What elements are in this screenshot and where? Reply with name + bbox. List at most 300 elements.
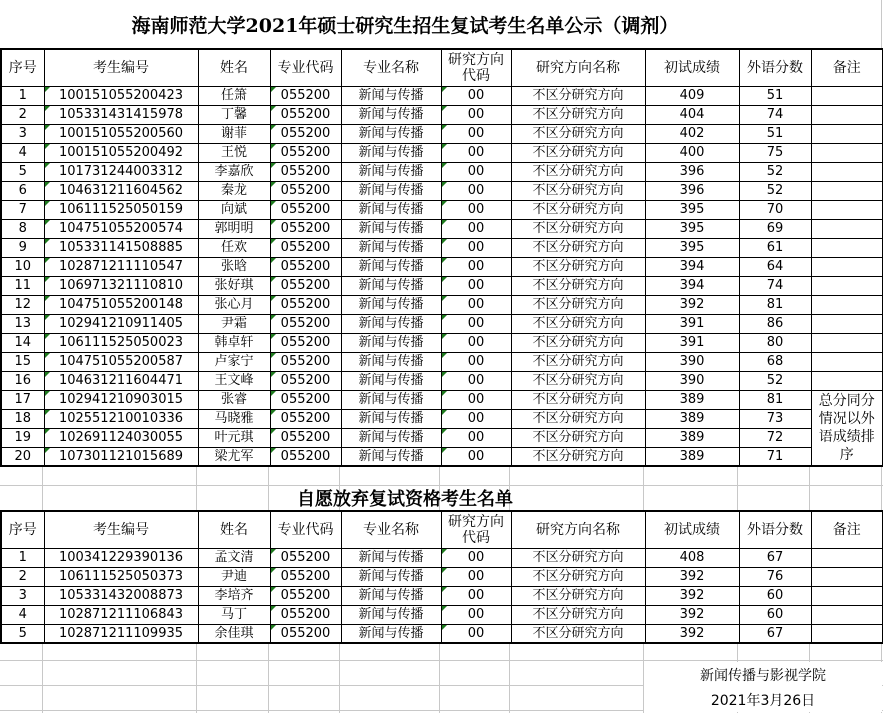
cell-direction-name: 不区分研究方向 <box>511 143 645 162</box>
cell-major-name: 新闻与传播 <box>341 105 441 124</box>
cell-name: 任欢 <box>198 238 270 257</box>
table-row <box>1 181 883 200</box>
header-direction-code-line1: 研究方向 <box>448 51 504 68</box>
cell-exam-id: 106971321110810 <box>44 276 198 295</box>
cell-seq: 5 <box>1 624 44 643</box>
cell-foreign-score: 76 <box>739 567 811 586</box>
cell-seq: 11 <box>1 276 44 295</box>
header-direction-code-line1: 研究方向 <box>448 513 504 530</box>
cell-exam-id: 106111525050023 <box>44 333 198 352</box>
cell-prelim-score: 391 <box>645 314 739 333</box>
cell-name: 李嘉欣 <box>198 162 270 181</box>
table-header-row <box>1 511 883 548</box>
cell-name: 谢菲 <box>198 124 270 143</box>
cell-major-code: 055200 <box>270 605 341 624</box>
cell-remark <box>811 200 883 219</box>
cell-foreign-score: 69 <box>739 219 811 238</box>
cell-major-name: 新闻与传播 <box>341 567 441 586</box>
cell-remark <box>811 124 883 143</box>
cell-direction-name: 不区分研究方向 <box>511 219 645 238</box>
cell-direction-name: 不区分研究方向 <box>511 447 645 466</box>
cell-direction-name: 不区分研究方向 <box>511 86 645 105</box>
cell-prelim-score: 394 <box>645 276 739 295</box>
cell-prelim-score: 389 <box>645 409 739 428</box>
cell-exam-id: 102691124030055 <box>44 428 198 447</box>
cell-prelim-score: 402 <box>645 124 739 143</box>
cell-direction-name: 不区分研究方向 <box>511 105 645 124</box>
cell-direction-code: 00 <box>441 257 511 276</box>
cell-direction-name: 不区分研究方向 <box>511 200 645 219</box>
cell-foreign-score: 72 <box>739 428 811 447</box>
cell-prelim-score: 392 <box>645 586 739 605</box>
cell-major-name: 新闻与传播 <box>341 86 441 105</box>
cell-seq: 19 <box>1 428 44 447</box>
cell-foreign-score: 73 <box>739 409 811 428</box>
cell-prelim-score: 395 <box>645 200 739 219</box>
cell-name: 张心月 <box>198 295 270 314</box>
cell-exam-id: 104751055200587 <box>44 352 198 371</box>
cell-remark <box>811 548 883 567</box>
cell-direction-code: 00 <box>441 143 511 162</box>
cell-seq: 10 <box>1 257 44 276</box>
cell-remark <box>811 333 883 352</box>
cell-foreign-score: 67 <box>739 548 811 567</box>
cell-major-name: 新闻与传播 <box>341 447 441 466</box>
header-prelim-score: 初试成绩 <box>645 49 739 86</box>
cell-prelim-score: 396 <box>645 181 739 200</box>
cell-name: 梁尤军 <box>198 447 270 466</box>
cell-foreign-score: 52 <box>739 371 811 390</box>
cell-direction-code: 00 <box>441 409 511 428</box>
cell-exam-id: 102941210911405 <box>44 314 198 333</box>
cell-prelim-score: 394 <box>645 257 739 276</box>
cell-foreign-score: 74 <box>739 105 811 124</box>
cell-prelim-score: 392 <box>645 624 739 643</box>
cell-foreign-score: 68 <box>739 352 811 371</box>
cell-major-name: 新闻与传播 <box>341 586 441 605</box>
cell-exam-id: 102871211110547 <box>44 257 198 276</box>
cell-direction-name: 不区分研究方向 <box>511 624 645 643</box>
withdrawn-candidate-table <box>0 510 883 644</box>
cell-seq: 2 <box>1 567 44 586</box>
cell-major-code: 055200 <box>270 162 341 181</box>
cell-foreign-score: 60 <box>739 605 811 624</box>
cell-exam-id: 100151055200560 <box>44 124 198 143</box>
cell-name: 尹迪 <box>198 567 270 586</box>
cell-major-name: 新闻与传播 <box>341 624 441 643</box>
table-row <box>1 624 883 643</box>
cell-major-code: 055200 <box>270 276 341 295</box>
cell-direction-code: 00 <box>441 181 511 200</box>
cell-major-name: 新闻与传播 <box>341 200 441 219</box>
cell-major-code: 055200 <box>270 548 341 567</box>
cell-seq: 20 <box>1 447 44 466</box>
cell-name: 马晓雅 <box>198 409 270 428</box>
cell-name: 张晗 <box>198 257 270 276</box>
cell-foreign-score: 75 <box>739 143 811 162</box>
table-row <box>1 162 883 181</box>
cell-name: 王悦 <box>198 143 270 162</box>
cell-major-name: 新闻与传播 <box>341 605 441 624</box>
cell-direction-code: 00 <box>441 105 511 124</box>
cell-foreign-score: 74 <box>739 276 811 295</box>
cell-direction-name: 不区分研究方向 <box>511 548 645 567</box>
cell-prelim-score: 389 <box>645 447 739 466</box>
cell-prelim-score: 404 <box>645 105 739 124</box>
cell-direction-code: 00 <box>441 567 511 586</box>
table-row <box>1 567 883 586</box>
cell-prelim-score: 390 <box>645 352 739 371</box>
cell-seq: 17 <box>1 390 44 409</box>
cell-foreign-score: 52 <box>739 162 811 181</box>
cell-direction-name: 不区分研究方向 <box>511 567 645 586</box>
cell-major-code: 055200 <box>270 428 341 447</box>
cell-exam-id: 102941210903015 <box>44 390 198 409</box>
cell-major-name: 新闻与传播 <box>341 548 441 567</box>
cell-foreign-score: 67 <box>739 624 811 643</box>
cell-major-code: 055200 <box>270 567 341 586</box>
header-major-code: 专业代码 <box>270 511 341 548</box>
cell-major-code: 055200 <box>270 586 341 605</box>
cell-prelim-score: 391 <box>645 333 739 352</box>
cell-remark <box>811 162 883 181</box>
cell-remark <box>811 371 883 390</box>
table-row <box>1 447 883 466</box>
cell-exam-id: 102871211109935 <box>44 624 198 643</box>
cell-major-name: 新闻与传播 <box>341 314 441 333</box>
cell-foreign-score: 61 <box>739 238 811 257</box>
header-exam-id: 考生编号 <box>44 49 198 86</box>
cell-major-name: 新闻与传播 <box>341 143 441 162</box>
cell-direction-name: 不区分研究方向 <box>511 257 645 276</box>
cell-major-name: 新闻与传播 <box>341 371 441 390</box>
table-row <box>1 428 883 447</box>
cell-remark <box>811 586 883 605</box>
cell-direction-name: 不区分研究方向 <box>511 124 645 143</box>
cell-direction-name: 不区分研究方向 <box>511 371 645 390</box>
cell-major-name: 新闻与传播 <box>341 162 441 181</box>
cell-direction-name: 不区分研究方向 <box>511 162 645 181</box>
cell-prelim-score: 392 <box>645 295 739 314</box>
cell-major-code: 055200 <box>270 409 341 428</box>
cell-direction-code: 00 <box>441 548 511 567</box>
cell-direction-code: 00 <box>441 86 511 105</box>
cell-exam-id: 101731244003312 <box>44 162 198 181</box>
cell-major-name: 新闻与传播 <box>341 295 441 314</box>
cell-exam-id: 105331431415978 <box>44 105 198 124</box>
table-row <box>1 257 883 276</box>
table-row <box>1 390 883 409</box>
cell-foreign-score: 70 <box>739 200 811 219</box>
cell-direction-name: 不区分研究方向 <box>511 605 645 624</box>
cell-direction-name: 不区分研究方向 <box>511 238 645 257</box>
cell-seq: 6 <box>1 181 44 200</box>
cell-major-name: 新闻与传播 <box>341 409 441 428</box>
header-direction-code <box>441 511 511 548</box>
header-remark: 备注 <box>811 49 883 86</box>
cell-major-code: 055200 <box>270 295 341 314</box>
cell-major-code: 055200 <box>270 371 341 390</box>
cell-foreign-score: 60 <box>739 586 811 605</box>
cell-remark <box>811 219 883 238</box>
cell-direction-name: 不区分研究方向 <box>511 390 645 409</box>
cell-foreign-score: 64 <box>739 257 811 276</box>
college-name: 新闻传播与影视学院 <box>644 662 882 687</box>
cell-major-name: 新闻与传播 <box>341 390 441 409</box>
cell-seq: 9 <box>1 238 44 257</box>
header-seq: 序号 <box>1 49 44 86</box>
cell-major-name: 新闻与传播 <box>341 257 441 276</box>
cell-direction-code: 00 <box>441 447 511 466</box>
cell-seq: 16 <box>1 371 44 390</box>
cell-foreign-score: 71 <box>739 447 811 466</box>
header-direction-code-line2: 代码 <box>462 529 490 546</box>
cell-remark <box>811 567 883 586</box>
withdrawn-section-title: 自愿放弃复试资格考生名单 <box>297 488 513 510</box>
cell-prelim-score: 392 <box>645 567 739 586</box>
cell-exam-id: 100151055200423 <box>44 86 198 105</box>
header-major-name: 专业名称 <box>341 49 441 86</box>
cell-foreign-score: 80 <box>739 333 811 352</box>
cell-seq: 15 <box>1 352 44 371</box>
cell-remark <box>811 314 883 333</box>
cell-exam-id: 104631211604471 <box>44 371 198 390</box>
table-row <box>1 295 883 314</box>
main-candidate-table <box>0 48 883 467</box>
table-row <box>1 548 883 567</box>
cell-direction-code: 00 <box>441 314 511 333</box>
cell-exam-id: 106111525050159 <box>44 200 198 219</box>
header-direction-code-line2: 代码 <box>462 67 490 84</box>
cell-direction-name: 不区分研究方向 <box>511 314 645 333</box>
cell-exam-id: 105331432008873 <box>44 586 198 605</box>
cell-exam-id: 100341229390136 <box>44 548 198 567</box>
cell-exam-id: 105331141508885 <box>44 238 198 257</box>
table-row <box>1 586 883 605</box>
cell-exam-id: 104631211604562 <box>44 181 198 200</box>
cell-direction-name: 不区分研究方向 <box>511 352 645 371</box>
cell-direction-code: 00 <box>441 162 511 181</box>
cell-prelim-score: 392 <box>645 605 739 624</box>
cell-name: 任箫 <box>198 86 270 105</box>
header-name: 姓名 <box>198 511 270 548</box>
cell-foreign-score: 81 <box>739 295 811 314</box>
cell-major-name: 新闻与传播 <box>341 181 441 200</box>
cell-direction-name: 不区分研究方向 <box>511 181 645 200</box>
cell-foreign-score: 52 <box>739 181 811 200</box>
cell-seq: 3 <box>1 586 44 605</box>
cell-seq: 5 <box>1 162 44 181</box>
cell-exam-id: 104751055200574 <box>44 219 198 238</box>
table-row <box>1 200 883 219</box>
cell-major-code: 055200 <box>270 200 341 219</box>
cell-remark <box>811 605 883 624</box>
cell-direction-code: 00 <box>441 428 511 447</box>
cell-name: 郭明明 <box>198 219 270 238</box>
cell-major-code: 055200 <box>270 238 341 257</box>
cell-major-code: 055200 <box>270 352 341 371</box>
cell-name: 叶元琪 <box>198 428 270 447</box>
cell-exam-id: 104751055200148 <box>44 295 198 314</box>
cell-direction-code: 00 <box>441 605 511 624</box>
cell-seq: 14 <box>1 333 44 352</box>
cell-name: 尹霜 <box>198 314 270 333</box>
cell-direction-code: 00 <box>441 219 511 238</box>
cell-major-code: 055200 <box>270 124 341 143</box>
cell-remark <box>811 105 883 124</box>
cell-major-name: 新闻与传播 <box>341 333 441 352</box>
cell-direction-code: 00 <box>441 624 511 643</box>
cell-seq: 12 <box>1 295 44 314</box>
table-row <box>1 143 883 162</box>
cell-major-code: 055200 <box>270 390 341 409</box>
cell-foreign-score: 51 <box>739 124 811 143</box>
cell-seq: 1 <box>1 548 44 567</box>
cell-name: 余佳琪 <box>198 624 270 643</box>
cell-seq: 13 <box>1 314 44 333</box>
cell-name: 张好琪 <box>198 276 270 295</box>
cell-remark <box>811 624 883 643</box>
cell-exam-id: 100151055200492 <box>44 143 198 162</box>
header-prelim-score: 初试成绩 <box>645 511 739 548</box>
table-row <box>1 371 883 390</box>
header-seq: 序号 <box>1 511 44 548</box>
cell-exam-id: 102551210010336 <box>44 409 198 428</box>
cell-remark <box>811 86 883 105</box>
cell-direction-name: 不区分研究方向 <box>511 295 645 314</box>
header-name: 姓名 <box>198 49 270 86</box>
cell-seq: 2 <box>1 105 44 124</box>
cell-seq: 4 <box>1 605 44 624</box>
header-exam-id: 考生编号 <box>44 511 198 548</box>
cell-name: 卢家宁 <box>198 352 270 371</box>
header-direction-code <box>441 49 511 86</box>
cell-direction-name: 不区分研究方向 <box>511 276 645 295</box>
cell-direction-code: 00 <box>441 333 511 352</box>
cell-major-code: 055200 <box>270 333 341 352</box>
header-foreign-score: 外语分数 <box>739 511 811 548</box>
cell-remark <box>811 181 883 200</box>
cell-direction-name: 不区分研究方向 <box>511 333 645 352</box>
cell-remark <box>811 276 883 295</box>
cell-prelim-score: 400 <box>645 143 739 162</box>
cell-major-code: 055200 <box>270 105 341 124</box>
cell-name: 李培齐 <box>198 586 270 605</box>
table-row <box>1 124 883 143</box>
publish-date: 2021年3月26日 <box>644 687 882 712</box>
cell-direction-code: 00 <box>441 238 511 257</box>
cell-major-name: 新闻与传播 <box>341 124 441 143</box>
cell-remark <box>811 257 883 276</box>
cell-major-name: 新闻与传播 <box>341 238 441 257</box>
cell-foreign-score: 86 <box>739 314 811 333</box>
cell-exam-id: 107301121015689 <box>44 447 198 466</box>
header-major-code: 专业代码 <box>270 49 341 86</box>
table-row <box>1 605 883 624</box>
cell-remark <box>811 352 883 371</box>
cell-prelim-score: 390 <box>645 371 739 390</box>
cell-seq: 8 <box>1 219 44 238</box>
cell-major-code: 055200 <box>270 181 341 200</box>
table-row <box>1 352 883 371</box>
cell-exam-id: 102871211106843 <box>44 605 198 624</box>
cell-direction-name: 不区分研究方向 <box>511 586 645 605</box>
cell-seq: 1 <box>1 86 44 105</box>
cell-major-code: 055200 <box>270 86 341 105</box>
cell-name: 马丁 <box>198 605 270 624</box>
cell-major-name: 新闻与传播 <box>341 219 441 238</box>
cell-name: 丁馨 <box>198 105 270 124</box>
cell-prelim-score: 408 <box>645 548 739 567</box>
cell-prelim-score: 395 <box>645 219 739 238</box>
cell-seq: 4 <box>1 143 44 162</box>
table-row <box>1 86 883 105</box>
cell-name: 韩卓轩 <box>198 333 270 352</box>
cell-major-code: 055200 <box>270 257 341 276</box>
cell-major-code: 055200 <box>270 447 341 466</box>
cell-direction-name: 不区分研究方向 <box>511 428 645 447</box>
cell-major-name: 新闻与传播 <box>341 352 441 371</box>
header-major-name: 专业名称 <box>341 511 441 548</box>
cell-direction-code: 00 <box>441 352 511 371</box>
cell-name: 张睿 <box>198 390 270 409</box>
table-row <box>1 276 883 295</box>
cell-seq: 3 <box>1 124 44 143</box>
cell-major-code: 055200 <box>270 143 341 162</box>
table-row <box>1 105 883 124</box>
cell-exam-id: 106111525050373 <box>44 567 198 586</box>
cell-seq: 7 <box>1 200 44 219</box>
cell-direction-code: 00 <box>441 295 511 314</box>
table-header-row <box>1 49 883 86</box>
cell-direction-code: 00 <box>441 371 511 390</box>
cell-direction-code: 00 <box>441 124 511 143</box>
cell-major-name: 新闻与传播 <box>341 276 441 295</box>
table-row <box>1 314 883 333</box>
cell-prelim-score: 389 <box>645 390 739 409</box>
cell-direction-name: 不区分研究方向 <box>511 409 645 428</box>
cell-direction-code: 00 <box>441 200 511 219</box>
cell-remark-merged: 总分同分情况以外语成绩排序 <box>811 390 883 466</box>
cell-remark <box>811 238 883 257</box>
table-row <box>1 409 883 428</box>
cell-major-code: 055200 <box>270 624 341 643</box>
cell-foreign-score: 51 <box>739 86 811 105</box>
cell-name: 王文峰 <box>198 371 270 390</box>
header-direction-name: 研究方向名称 <box>511 49 645 86</box>
cell-prelim-score: 395 <box>645 238 739 257</box>
cell-major-code: 055200 <box>270 314 341 333</box>
cell-name: 秦龙 <box>198 181 270 200</box>
header-foreign-score: 外语分数 <box>739 49 811 86</box>
cell-remark <box>811 295 883 314</box>
cell-remark <box>811 143 883 162</box>
cell-direction-code: 00 <box>441 276 511 295</box>
table-row <box>1 238 883 257</box>
table-row <box>1 333 883 352</box>
header-direction-name: 研究方向名称 <box>511 511 645 548</box>
cell-name: 向斌 <box>198 200 270 219</box>
header-remark: 备注 <box>811 511 883 548</box>
cell-prelim-score: 389 <box>645 428 739 447</box>
cell-prelim-score: 396 <box>645 162 739 181</box>
table-row <box>1 219 883 238</box>
cell-major-name: 新闻与传播 <box>341 428 441 447</box>
cell-foreign-score: 81 <box>739 390 811 409</box>
cell-direction-code: 00 <box>441 586 511 605</box>
cell-direction-code: 00 <box>441 390 511 409</box>
cell-major-code: 055200 <box>270 219 341 238</box>
